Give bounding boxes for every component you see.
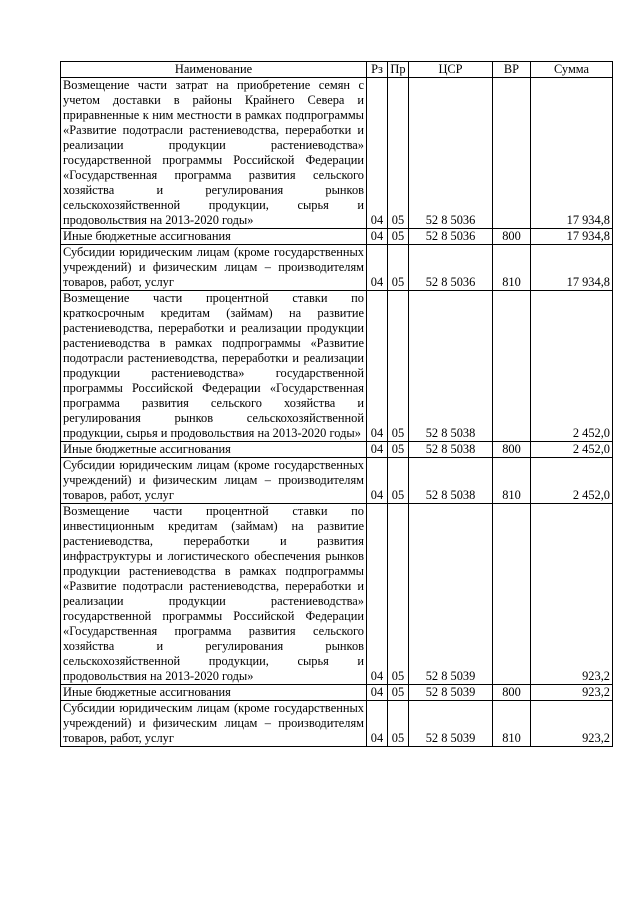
table-row	[61, 701, 613, 747]
row-pr: 05	[388, 442, 409, 458]
row-rz: 04	[367, 442, 388, 458]
row-sum: 17 934,8	[531, 229, 613, 245]
header-pr: Пр	[388, 62, 409, 78]
row-name: Субсидии юридическим лицам (кроме государственных учреждений) и физическим лицам – производителям товаров, работ, услуг	[61, 701, 367, 747]
row-vr: 800	[493, 442, 531, 458]
row-rz: 04	[367, 685, 388, 701]
row-name: Иные бюджетные ассигнования	[61, 685, 367, 701]
row-csr: 52 8 5039	[409, 504, 493, 685]
table-row	[61, 458, 613, 504]
row-pr: 05	[388, 229, 409, 245]
table-row	[61, 291, 613, 442]
row-pr: 05	[388, 291, 409, 442]
header-sum: Сумма	[531, 62, 613, 78]
row-rz: 04	[367, 245, 388, 291]
row-rz: 04	[367, 701, 388, 747]
row-vr: 810	[493, 458, 531, 504]
table-row	[61, 245, 613, 291]
table-header-row	[61, 62, 613, 78]
row-csr: 52 8 5036	[409, 229, 493, 245]
row-vr: 800	[493, 685, 531, 701]
row-name: Возмещение части затрат на приобретение семян с учетом доставки в районы Крайнего Севера и приравненные к ним местности в рамках подпрограммы «Развитие подотрасли растениеводства, переработки и реализации продукции растениеводства» государственной программы Российской Федерации «Государственная программа развития сельского хозяйства и регулирования рынков сельскохозяйственной продукции, сырья и продовольствия на 2013-2020 годы»	[61, 78, 367, 229]
header-csr: ЦСР	[409, 62, 493, 78]
row-vr	[493, 78, 531, 229]
row-name: Возмещение части процентной ставки по краткосрочным кредитам (займам) на развитие растениеводства, переработки и реализации продукции растениеводства в рамках подпрограммы «Развитие подотрасли растениеводства, переработки и реализации продукции растениеводства» государственной программы Российской Федерации «Государственная программа развития сельского хозяйства и регулирования рынков сельскохозяйственной продукции, сырья и продовольствия на 2013-2020 годы»	[61, 291, 367, 442]
row-vr: 800	[493, 229, 531, 245]
row-sum: 923,2	[531, 504, 613, 685]
table-row	[61, 229, 613, 245]
row-pr: 05	[388, 78, 409, 229]
row-sum: 2 452,0	[531, 458, 613, 504]
row-csr: 52 8 5038	[409, 458, 493, 504]
row-pr: 05	[388, 701, 409, 747]
row-pr: 05	[388, 685, 409, 701]
row-pr: 05	[388, 245, 409, 291]
row-name: Иные бюджетные ассигнования	[61, 229, 367, 245]
row-sum: 17 934,8	[531, 245, 613, 291]
row-csr: 52 8 5039	[409, 701, 493, 747]
budget-table	[60, 61, 613, 747]
row-csr: 52 8 5036	[409, 78, 493, 229]
table-row	[61, 504, 613, 685]
row-vr: 810	[493, 701, 531, 747]
table-row	[61, 685, 613, 701]
table-row	[61, 78, 613, 229]
header-rz: Рз	[367, 62, 388, 78]
row-sum: 923,2	[531, 685, 613, 701]
row-rz: 04	[367, 458, 388, 504]
row-vr	[493, 291, 531, 442]
row-rz: 04	[367, 229, 388, 245]
row-vr	[493, 504, 531, 685]
row-pr: 05	[388, 504, 409, 685]
row-name: Субсидии юридическим лицам (кроме государственных учреждений) и физическим лицам – производителям товаров, работ, услуг	[61, 245, 367, 291]
row-sum: 2 452,0	[531, 291, 613, 442]
header-name: Наименование	[61, 62, 367, 78]
row-pr: 05	[388, 458, 409, 504]
row-vr: 810	[493, 245, 531, 291]
row-csr: 52 8 5038	[409, 291, 493, 442]
row-sum: 923,2	[531, 701, 613, 747]
header-vr: ВР	[493, 62, 531, 78]
row-rz: 04	[367, 78, 388, 229]
table-row	[61, 442, 613, 458]
row-rz: 04	[367, 504, 388, 685]
row-csr: 52 8 5036	[409, 245, 493, 291]
row-rz: 04	[367, 291, 388, 442]
row-name: Иные бюджетные ассигнования	[61, 442, 367, 458]
row-sum: 17 934,8	[531, 78, 613, 229]
row-csr: 52 8 5038	[409, 442, 493, 458]
document-page	[60, 61, 612, 747]
row-csr: 52 8 5039	[409, 685, 493, 701]
row-name: Субсидии юридическим лицам (кроме государственных учреждений) и физическим лицам – производителям товаров, работ, услуг	[61, 458, 367, 504]
row-sum: 2 452,0	[531, 442, 613, 458]
row-name: Возмещение части процентной ставки по инвестиционным кредитам (займам) на развитие растениеводства, переработки и развития инфраструктуры и логистического обеспечения рынков продукции растениеводства в рамках подпрограммы «Развитие подотрасли растениеводства, переработки и реализации продукции растениеводства» государственной программы Российской Федерации «Государственная программа развития сельского хозяйства и регулирования рынков сельскохозяйственной продукции, сырья и продовольствия на 2013-2020 годы»	[61, 504, 367, 685]
